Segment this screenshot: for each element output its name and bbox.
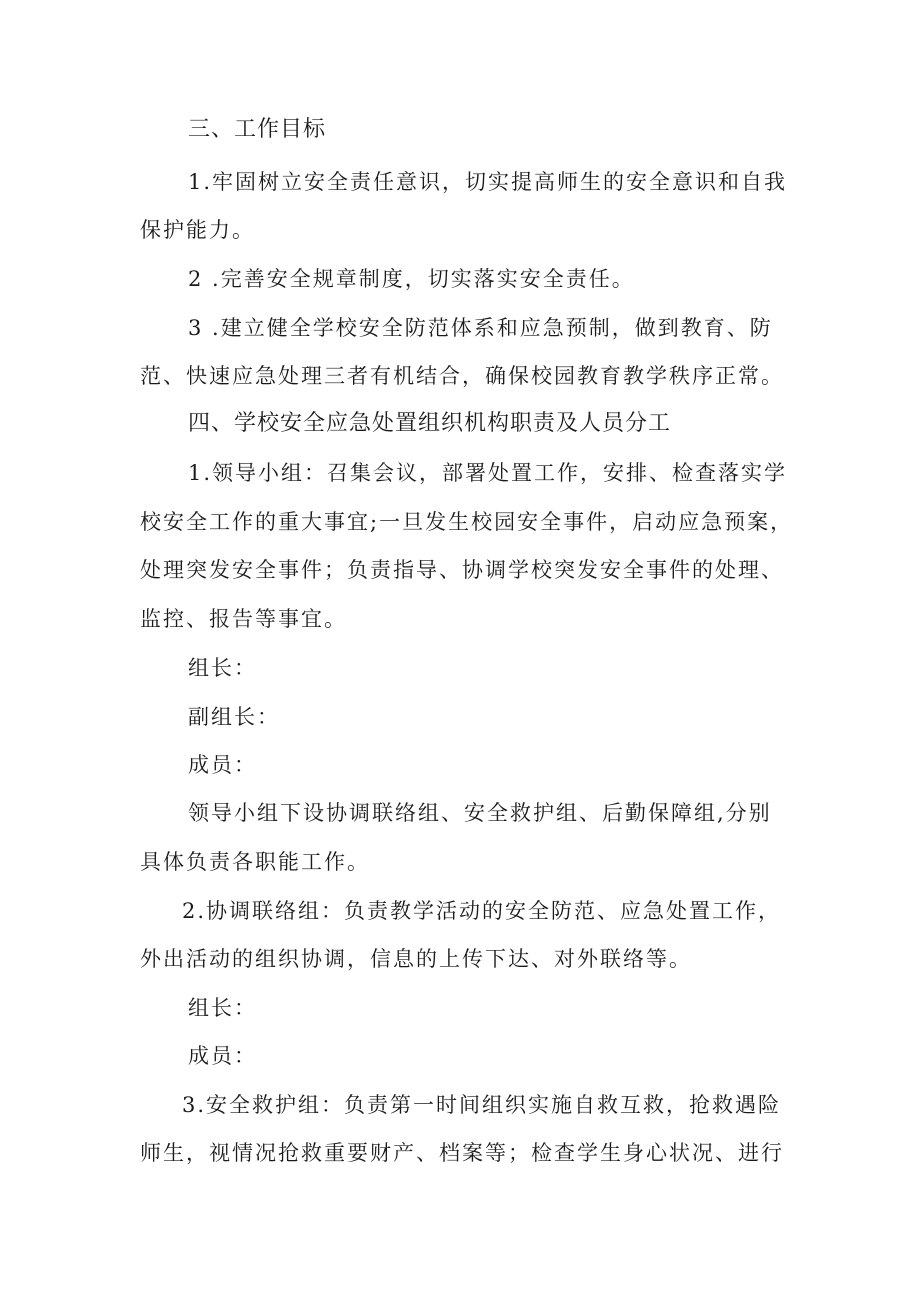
goal-3-line-1: 3 .建立健全学校安全防范体系和应急预制，做到教育、防 — [188, 316, 773, 340]
goal-1-line-1: 1.牢固树立安全责任意识，切实提高师生的安全意识和自我 — [188, 170, 788, 194]
coordination-group-line-2: 外出活动的组织协调，信息的上传下达、对外联络等。 — [140, 947, 692, 971]
coordination-leader-label: 组长： — [188, 996, 257, 1020]
leadership-group-line-2: 校安全工作的重大事宜;一旦发生校园安全事件，启动应急预案， — [140, 510, 794, 534]
coordination-group-line-1: 2.协调联络组：负责教学活动的安全防范、应急处置工作， — [182, 899, 782, 923]
coordination-members-label: 成员： — [188, 1044, 257, 1068]
section-heading-duties: 四、学校安全应急处置组织机构职责及人员分工 — [188, 411, 672, 436]
leadership-group-line-3: 处理突发安全事件；负责指导、协调学校突发安全事件的处理、 — [140, 558, 784, 582]
section-heading-goals: 三、工作目标 — [188, 117, 327, 142]
goal-1-line-2: 保护能力。 — [140, 218, 255, 242]
goal-3-line-2: 范、快速应急处理三者有机结合，确保校园教育教学秩序正常。 — [140, 364, 784, 388]
leadership-group-line-1: 1.领导小组：召集会议，部署处置工作，安排、检查落实学 — [188, 461, 788, 485]
rescue-group-line-2: 师生，视情况抢救重要财产、档案等；检查学生身心状况、进行 — [140, 1141, 784, 1165]
leadership-subgroups-line-2: 具体负责各职能工作。 — [140, 850, 370, 874]
leadership-members-label: 成员： — [188, 753, 257, 777]
leadership-subgroups-line-1: 领导小组下设协调联络组、安全救护组、后勤保障组,分别 — [188, 801, 772, 825]
rescue-group-line-1: 3.安全救护组：负责第一时间组织实施自救互救，抢救遇险 — [182, 1093, 782, 1117]
leadership-group-line-4: 监控、报告等事宜。 — [140, 607, 347, 631]
goal-2: 2 .完善安全规章制度，切实落实安全责任。 — [188, 267, 635, 291]
leadership-leader-label: 组长： — [188, 656, 257, 680]
leadership-deputy-label: 副组长： — [188, 705, 280, 729]
